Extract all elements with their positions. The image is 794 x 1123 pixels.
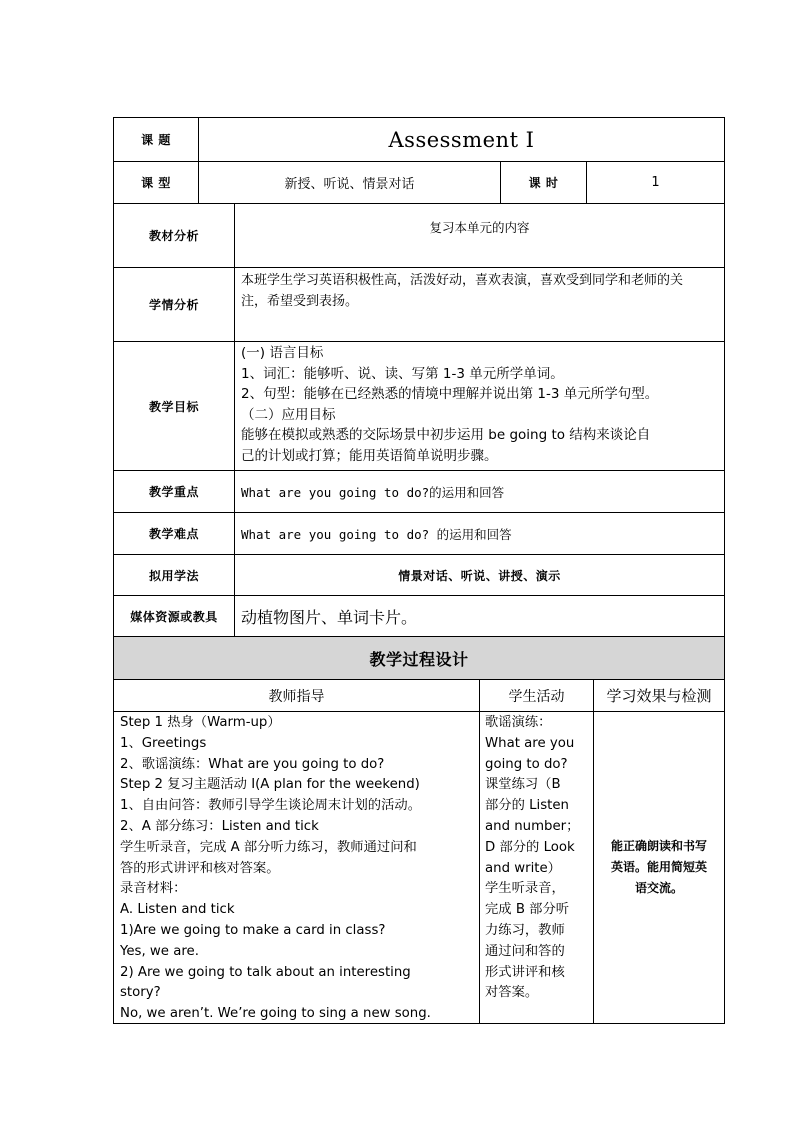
student-line: 对答案。 [485,985,539,1001]
student-line: 学生听录音， [485,881,565,897]
student-activity [479,712,593,1023]
learner-label: 学情分析 [148,298,199,312]
process-title: 教学过程设计 [369,649,469,669]
student-line: going to do? [485,756,568,772]
student-line: 部分的 Listen [485,798,569,814]
effect-line: 英语。能用简短英 [610,860,707,874]
focus-value: What are you going to do?的运用和回答 [234,471,724,512]
student-line: 完成 B 部分听 [485,902,570,918]
topic-label: 课 题 [141,133,171,147]
teacher-line: No, we aren’t. We’re going to sing a new song. [120,1006,431,1022]
goals-text [234,342,724,470]
goals-line: （二）应用目标 [241,406,336,423]
type-value: 新授、听说、情景对话 [198,162,500,203]
material-label: 教材分析 [148,229,199,243]
method-value: 情景对话、听说、讲授、演示 [234,555,724,595]
effect-column-header: 学习效果与检测 [593,680,724,711]
focus-row [114,470,724,512]
method-row [114,554,724,595]
goals-line: 能够在模拟或熟悉的交际场景中初步运用 be going to 结构来谈论自 [241,427,651,444]
learning-effect [593,712,724,1023]
goals-line: 2、句型：能够在已经熟悉的情境中理解并说出第 1-3 单元所学句型。 [241,386,659,403]
effect-line: 能正确朗读和书写 [610,839,707,853]
media-value: 动植物图片、单词卡片。 [234,596,724,636]
topic-value: Assessment I [198,118,724,161]
learner-line: 本班学生学习英语积极性高，活泼好动，喜欢表演，喜欢受到同学和老师的关 [241,273,684,288]
teacher-line: 2、歌谣演练：What are you going to do? [120,756,385,772]
teacher-line: 录音材料： [120,881,187,897]
teacher-line: 2、A 部分练习：Listen and tick [120,818,319,834]
media-label: 媒体资源或教具 [130,609,218,624]
teacher-column-header: 教师指导 [268,688,325,705]
period-label: 课 时 [500,162,586,203]
focus-label: 教学重点 [148,485,199,499]
student-line: and write） [485,860,561,876]
teacher-line: 答的形式讲评和核对答案。 [120,860,280,876]
student-line: 歌谣演练： [485,715,552,730]
process-header-row [114,679,724,711]
student-line: and number； [485,818,580,834]
student-line: 通过问和答的 [485,943,565,959]
teacher-guidance [114,712,479,1023]
difficulty-label: 教学难点 [148,527,199,541]
learner-line: 注，希望受到表扬。 [241,294,359,309]
student-column-header: 学生活动 [479,680,593,711]
goals-label: 教学目标 [148,399,199,414]
period-value: 1 [586,162,724,203]
goals-row [114,341,724,470]
lesson-plan-table [113,117,725,1024]
student-line: D 部分的 Look [485,839,575,855]
teacher-line: Step 2 复习主题活动 I(A plan for the weekend) [120,777,420,793]
goals-line: 1、词汇：能够听、说、读、写第 1-3 单元所学单词。 [241,365,564,382]
goals-line: 己的计划或打算；能用英语简单说明步骤。 [241,447,498,464]
teacher-line: 1)Are we going to make a card in class? [120,922,386,938]
material-value: 复习本单元的内容 [234,204,724,267]
effect-line: 语交流。 [634,881,683,895]
method-label: 拟用学法 [148,568,199,583]
student-line: 力练习，教师 [485,922,565,938]
difficulty-row [114,512,724,554]
student-line: 形式讲评和核 [485,964,565,980]
type-row [114,161,724,203]
learner-text [234,268,724,341]
teacher-line: Yes, we are. [120,943,199,959]
media-row [114,595,724,636]
teacher-line: Step 1 热身（Warm-up） [120,715,281,730]
difficulty-value: What are you going to do? 的运用和回答 [234,513,724,554]
process-content-row [114,711,724,1023]
learner-row [114,267,724,341]
teacher-line: 2) Are we going to talk about an interesting [120,964,411,980]
type-label: 课 型 [141,176,171,190]
teacher-line: story? [120,985,161,1001]
teacher-line: 1、自由问答：教师引导学生谈论周末计划的活动。 [120,798,421,814]
student-line: What are you [485,735,575,751]
material-row [114,203,724,267]
process-title-row [114,636,724,679]
teacher-line: 学生听录音，完成 A 部分听力练习，教师通过问和 [120,839,417,855]
teacher-line: 1、Greetings [120,735,207,751]
goals-line: (一) 语言目标 [241,345,324,361]
topic-row [114,118,724,161]
student-line: 课堂练习（B [485,777,561,793]
teacher-line: A. Listen and tick [120,902,235,918]
